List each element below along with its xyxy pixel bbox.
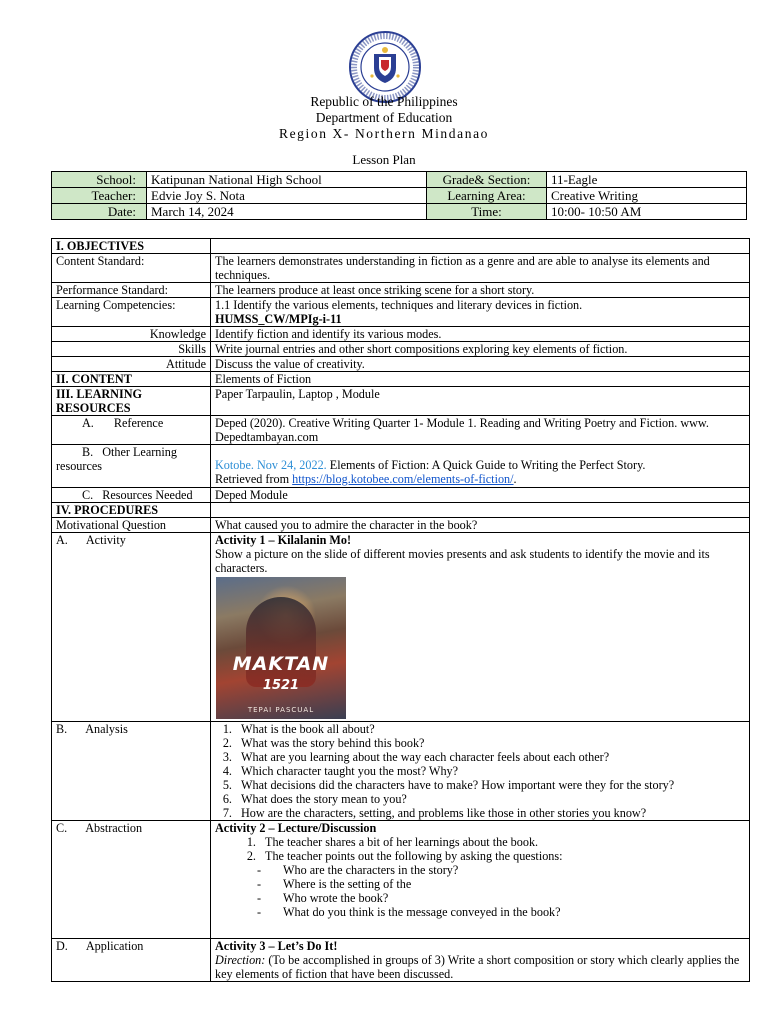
performance-standard-text: The learners produce at least once striking scene for a short story.: [211, 283, 750, 298]
region-title: Region X- Northern Mindanao: [278, 126, 490, 141]
skills-label: Skills: [52, 342, 211, 357]
application-marker: D.: [56, 939, 68, 953]
list-item: - Who are the characters in the story?: [257, 863, 745, 877]
objectives-row: [52, 239, 750, 254]
resources-row: [52, 387, 750, 416]
resources-needed-marker: C.: [82, 488, 94, 502]
info-row-teacher: [52, 188, 747, 204]
application-direction-label: Direction:: [215, 953, 266, 967]
time-value: 10:00- 10:50 AM: [547, 204, 747, 220]
abstraction-questions-list: [215, 863, 745, 919]
resources-heading: III. LEARNING RESOURCES: [52, 387, 211, 416]
resources-needed-label: Resources Needed: [102, 488, 193, 502]
lesson-plan-table: [51, 238, 750, 982]
analysis-label: Analysis: [85, 722, 128, 736]
area-label: Learning Area:: [427, 188, 547, 204]
resources-needed-text: Deped Module: [211, 488, 750, 503]
reference-marker: A.: [82, 416, 94, 430]
book-cover-title: MAKTAN: [232, 653, 330, 675]
activity-row: [52, 533, 750, 722]
competency-code: HUMSS_CW/MPIg-i-11: [215, 312, 342, 326]
date-label: Date:: [52, 204, 147, 220]
analysis-marker: B.: [56, 722, 68, 736]
analysis-row: [52, 722, 750, 821]
teacher-value: Edvie Joy S. Nota: [147, 188, 427, 204]
motivational-row: [52, 518, 750, 533]
document-type: Lesson Plan: [352, 152, 416, 167]
list-item: 2. The teacher points out the following by asking the questions:: [259, 849, 745, 863]
application-text: (To be accomplished in groups of 3) Write a short composition or story which clearly applies the key elements of fiction that have been discussed.: [215, 953, 740, 981]
school-label: School:: [52, 172, 147, 188]
content-standard-label: Content Standard:: [52, 254, 211, 283]
content-standard-text: The learners demonstrates understanding in fiction as a genre and are able to analyse its elements and techniques.: [211, 254, 750, 283]
other-resources-marker: B.: [82, 445, 94, 459]
lesson-info-table: [51, 171, 747, 220]
list-item: 6. What does the story mean to you?: [235, 792, 745, 806]
skills-row: [52, 342, 750, 357]
deped-seal-logo: [348, 30, 422, 104]
area-value: Creative Writing: [547, 188, 747, 204]
content-row: [52, 372, 750, 387]
content-heading: II. CONTENT: [52, 372, 211, 387]
application-row: [52, 939, 750, 982]
resources-needed-row: [52, 488, 750, 503]
other-resources-row: [52, 445, 750, 488]
attitude-label: Attitude: [52, 357, 211, 372]
abstraction-label: Abstraction: [85, 821, 143, 835]
abstraction-row: [52, 821, 750, 939]
reference-row: [52, 416, 750, 445]
skills-text: Write journal entries and other short compositions exploring key elements of fiction.: [211, 342, 750, 357]
competencies-row: [52, 298, 750, 327]
list-item: 4. Which character taught you the most? Why?: [235, 764, 745, 778]
reference-label: Reference: [113, 416, 164, 430]
objectives-heading: I. OBJECTIVES: [52, 239, 211, 254]
other-resources-title: Elements of Fiction: A Quick Guide to Writing the Perfect Story.: [329, 458, 646, 472]
list-item: - Where is the setting of the: [257, 877, 745, 891]
procedures-heading: IV. PROCEDURES: [52, 503, 211, 518]
list-item: 5. What decisions did the characters have to make? How important were they for the story?: [235, 778, 745, 792]
knowledge-text: Identify fiction and identify its various modes.: [211, 327, 750, 342]
attitude-row: [52, 357, 750, 372]
teacher-label: Teacher:: [52, 188, 147, 204]
grade-label: Grade& Section:: [427, 172, 547, 188]
list-item: 7. How are the characters, setting, and problems like those in other stories you know?: [235, 806, 745, 820]
book-cover-subtitle: 1521: [262, 678, 300, 693]
republic-title: Republic of the Philippines: [310, 94, 458, 109]
list-item: 2. What was the story behind this book?: [235, 736, 745, 750]
book-cover-author: TEPAI PASCUAL: [247, 706, 315, 714]
motivational-label: Motivational Question: [52, 518, 211, 533]
content-standard-row: [52, 254, 750, 283]
school-value: Katipunan National High School: [147, 172, 427, 188]
competencies-label: Learning Competencies:: [52, 298, 211, 327]
motivational-text: What caused you to admire the character in the book?: [211, 518, 750, 533]
list-item: - Who wrote the book?: [257, 891, 745, 905]
grade-value: 11-Eagle: [547, 172, 747, 188]
other-resources-link[interactable]: https://blog.kotobee.com/elements-of-fiction/: [292, 472, 514, 486]
activity-marker: A.: [56, 533, 68, 547]
analysis-questions-list: [213, 722, 745, 820]
activity-label: Activity: [85, 533, 126, 547]
date-value: March 14, 2024: [147, 204, 427, 220]
reference-text: Deped (2020). Creative Writing Quarter 1- Module 1. Reading and Writing Poetry and Fiction. www. Depedtambayan.com: [211, 416, 750, 445]
list-item: 1. The teacher shares a bit of her learnings about the book.: [259, 835, 745, 849]
book-cover-image: [216, 577, 346, 719]
performance-standard-row: [52, 283, 750, 298]
application-title: Activity 3 – Let’s Do It!: [215, 939, 338, 953]
list-item: - What do you think is the message conveyed in the book?: [257, 905, 745, 919]
list-item: 3. What are you learning about the way each character feels about each other?: [235, 750, 745, 764]
abstraction-marker: C.: [56, 821, 68, 835]
performance-standard-label: Performance Standard:: [52, 283, 211, 298]
resources-text: Paper Tarpaulin, Laptop , Module: [211, 387, 750, 416]
time-label: Time:: [427, 204, 547, 220]
department-title: Department of Education: [315, 110, 453, 125]
procedures-row: [52, 503, 750, 518]
competencies-text: 1.1 Identify the various elements, techniques and literary devices in fiction.: [215, 298, 583, 312]
info-row-school: [52, 172, 747, 188]
abstraction-title: Activity 2 – Lecture/Discussion: [215, 821, 377, 835]
other-resources-source: Kotobe. Nov 24, 2022.: [215, 458, 327, 472]
content-text: Elements of Fiction: [211, 372, 750, 387]
other-resources-label: Other Learning resources: [56, 445, 177, 473]
knowledge-row: [52, 327, 750, 342]
activity-text: Show a picture on the slide of different movies presents and ask students to identify the movie and its characters.: [215, 547, 710, 575]
list-item: 1. What is the book all about?: [235, 722, 745, 736]
knowledge-label: Knowledge: [52, 327, 211, 342]
info-row-date: [52, 204, 747, 220]
attitude-text: Discuss the value of creativity.: [211, 357, 750, 372]
application-label: Application: [85, 939, 144, 953]
abstraction-steps-list: [215, 835, 745, 863]
activity-title: Activity 1 – Kilalanin Mo!: [215, 533, 352, 547]
other-resources-retrieved: Retrieved from: [215, 472, 290, 486]
other-resources-period: .: [513, 472, 517, 486]
